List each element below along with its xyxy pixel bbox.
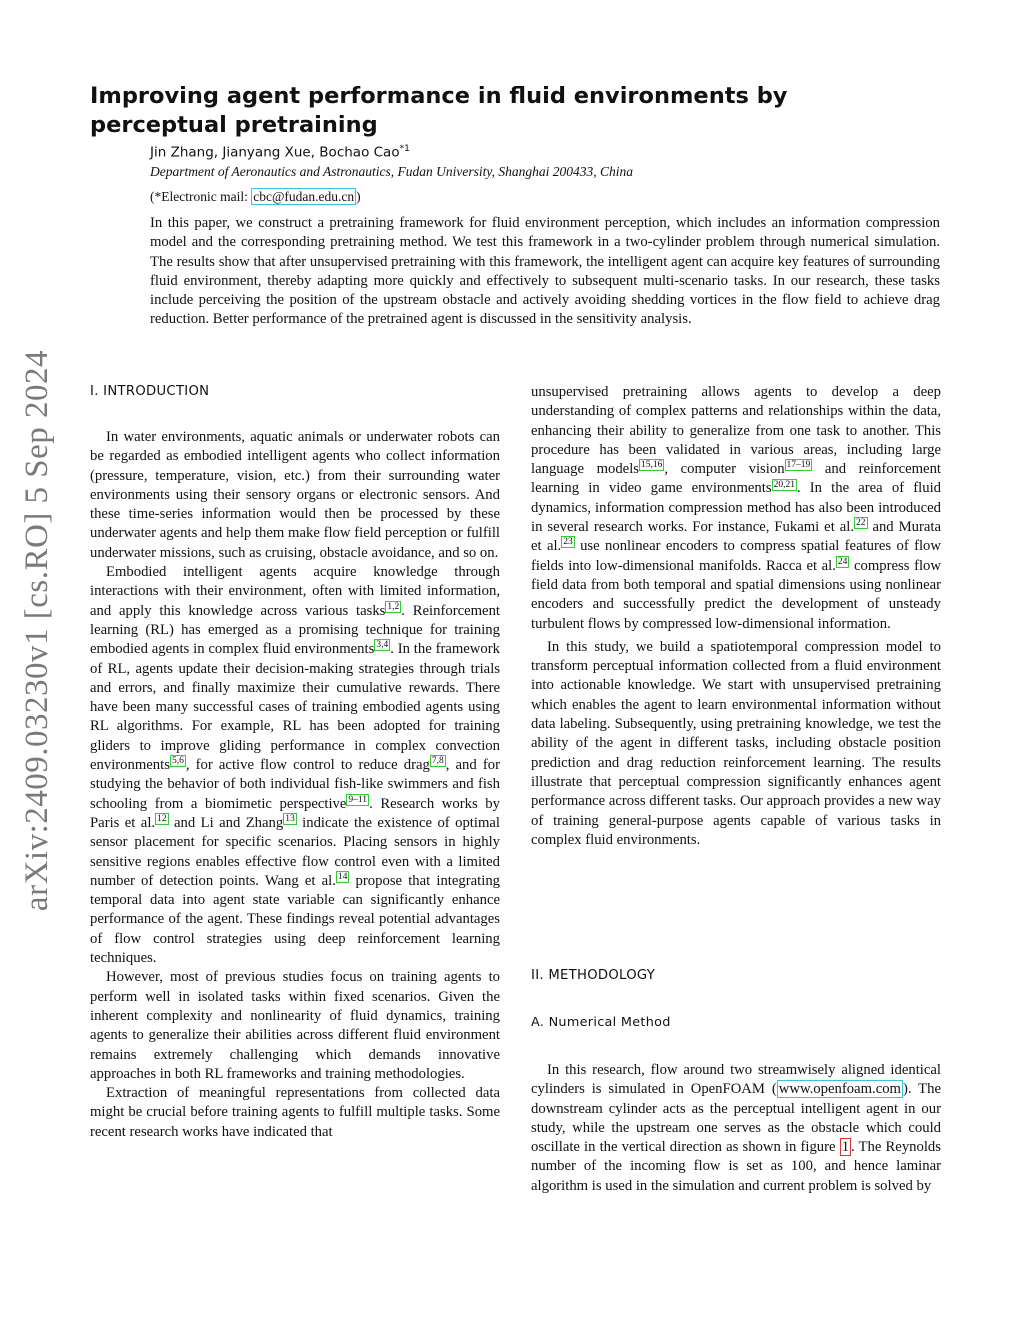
right-column [531, 383, 941, 850]
citation-link[interactable]: 23 [563, 537, 573, 548]
text-run: . In the framework of RL, agents update their decision-making strategies through trials and errors, and finally maximize their cumulative rewards. There have been many successful cases of training embodied agents using RL algorithms. For example, RL has been adopted for training gliders to improve gliding performance in complex convection environments [90, 641, 500, 774]
text-run: . The Reynolds number of the incoming flow is set as 100, and hence laminar algorithm is used in the simulation and current problem is solved by [531, 1139, 941, 1194]
text-run: In this research, flow around two streamwisely aligned identical cylinders is simulated in OpenFOAM ( [531, 1062, 941, 1098]
intro-paragraph-4: Extraction of meaningful representations from collected data might be crucial before training agents to fulfill multiple tasks. Some recent research works have indicated that [90, 1085, 500, 1140]
affiliation: Department of Aeronautics and Astronautics, Fudan University, Shanghai 200433, China [150, 164, 633, 179]
email-link[interactable]: cbc@fudan.edu.cn [253, 189, 355, 204]
author-footnote-mark: *1 [399, 144, 410, 154]
citation-link[interactable]: 17–19 [786, 460, 811, 471]
citation-link[interactable]: 1,2 [387, 601, 400, 612]
text-run: . Reinforcement learning (RL) has emerged as a promising technique for training embodied agents in complex fluid environments [90, 602, 500, 658]
citation-link[interactable]: 20,21 [773, 479, 795, 490]
methodology-body [531, 1061, 941, 1196]
intro-paragraph-5 [531, 383, 941, 634]
intro-paragraph-1: In water environments, aquatic animals or underwater robots can be regarded as embodied intelligent agents who collect information (pressure, temperature, vision, etc.) from their surrounding water environments using their sensory organs or electronic sensors. And these time-series information would then be processed by these underwater agents and help them make flow field perception or fulfill underwater missions, such as cruising, obstacle avoidance, and so on. [90, 429, 500, 561]
text-run: and Murata et al. [531, 519, 942, 555]
section-heading-introduction: I. INTRODUCTION [90, 384, 210, 399]
paper-title: Improving agent performance in fluid environments by perceptual pretraining [90, 83, 788, 138]
figure-reference-link[interactable]: 1 [841, 1139, 850, 1156]
citation-link[interactable]: 22 [856, 518, 866, 529]
citation-link[interactable]: 9–11 [348, 794, 368, 805]
citation-link[interactable]: 15,16 [641, 460, 663, 471]
intro-paragraph-2 [90, 563, 500, 968]
text-run: . In the area of fluid dynamics, information compression method has also been introduced in several research works. For instance, Fukami et al. [531, 480, 941, 536]
intro-paragraph-6: In this study, we build a spatiotemporal compression model to transform perceptual information collected from a fluid environment into actionable knowledge. We start with unsupervised pretraining which enables the agent to learn environmental information without data labeling. Subsequently, using pretraining knowledge, we test the ability of the agent in different tasks, including obstacle position prediction and drag reduction reinforcement learning. The results illustrate that perceptual compression significantly enhances agent performance across different tasks. Our approach provides a new way of training general-purpose agents capable of various tasks in complex fluid environments. [531, 638, 942, 848]
text-run: , computer vision [664, 461, 785, 478]
method-paragraph-1 [531, 1061, 941, 1196]
left-column [90, 428, 500, 1142]
text-run: indicate the existence of optimal sensor placement for specific scenarios. Placing sensors in highly sensitive regions enables effective flow control even with a limited number of detection points. Wang et al. [90, 814, 500, 889]
text-run: compress flow field data from both temporal and spatial dimensions using nonlinear encoders and successfully predict the development of unsteady turbulent flows by compressed low-dimensional information. [531, 557, 942, 632]
email-suffix: ) [356, 189, 361, 204]
text-run: and Li and Zhang [168, 814, 284, 831]
contact-email-line [150, 189, 361, 205]
text-run: use nonlinear encoders to compress spatial features of flow fields into low-dimensional manifolds. Racca et al. [531, 538, 941, 574]
subsection-heading-numerical-method: A. Numerical Method [531, 1015, 671, 1030]
citation-link[interactable]: 3,4 [376, 640, 389, 651]
text-run: Embodied intelligent agents acquire knowledge through interactions with their environment, often with limited information, and apply this knowledge across various tasks [90, 564, 500, 619]
abstract: In this paper, we construct a pretraining framework for fluid environment perception, which includes an information compression model and the corresponding pretraining method. We test this framework in a two-cylinder problem through numerical simulation. The results show that after unsupervised pretraining with this framework, the intelligent agent can acquire key features of surrounding fluid environment, thereby adapting more quickly and effectively to subsequent multi-scenario tasks. In our research, these tasks include perceiving the position of the upstream obstacle and actively avoiding shedding vortices in the flow field to achieve drag reduction. Better performance of the pretrained agent is discussed in the sensitivity analysis. [150, 215, 940, 328]
section-heading-methodology: II. METHODOLOGY [531, 968, 656, 983]
text-run: ). The downstream cylinder acts as the perceptual intelligent agent in our study, while the upstream one serves as the obstacle which could oscillate in the vertical direction as shown in figure [531, 1081, 942, 1156]
openfoam-link[interactable]: www.openfoam.com [778, 1081, 901, 1098]
text-run: , and for studying the behavior of both individual fish-like swimmers and fish schooling from a biomimetic perspective [90, 757, 500, 812]
intro-paragraph-3: However, most of previous studies focus on training agents to perform well in isolated tasks within fixed scenarios. Given the inherent complexity and nonlinearity of fluid dynamics, training agents to generalize their abilities across different fluid environment remains extremely challenging which demands innovative approaches in both RL frameworks and training methodologies. [90, 969, 500, 1082]
arxiv-sidebar-stamp [8, 300, 68, 960]
author-names: Jin Zhang, Jianyang Xue, Bochao Cao [150, 144, 400, 161]
text-run: propose that integrating temporal data into agent state variable can significantly enhance performance of the agent. These findings reveal potential advantages of flow control strategies using deep reinforcement learning techniques. [90, 872, 501, 967]
text-run: and reinforcement learning in video game environments [531, 461, 941, 497]
citation-link[interactable]: 13 [285, 814, 295, 825]
citation-link[interactable]: 24 [837, 556, 848, 567]
email-prefix: (*Electronic mail: [150, 189, 252, 204]
text-run: unsupervised pretraining allows agents to develop a deep understanding of complex patterns and relationships within the data, enhancing their ability to generalize from one task to another. This procedure has been validated in various areas, including large language models [531, 384, 941, 478]
text-run: , for active flow control to reduce drag [185, 757, 430, 774]
citation-link[interactable]: 12 [157, 814, 167, 825]
text-run: . Research works by Paris et al. [90, 795, 500, 831]
citation-link[interactable]: 5,6 [171, 756, 184, 767]
citation-link[interactable]: 7,8 [431, 756, 444, 767]
arxiv-identifier: arXiv:2409.03230v1 [cs.RO] 5 Sep 2024 [19, 349, 56, 911]
author-list [150, 144, 410, 161]
citation-link[interactable]: 14 [337, 871, 348, 882]
